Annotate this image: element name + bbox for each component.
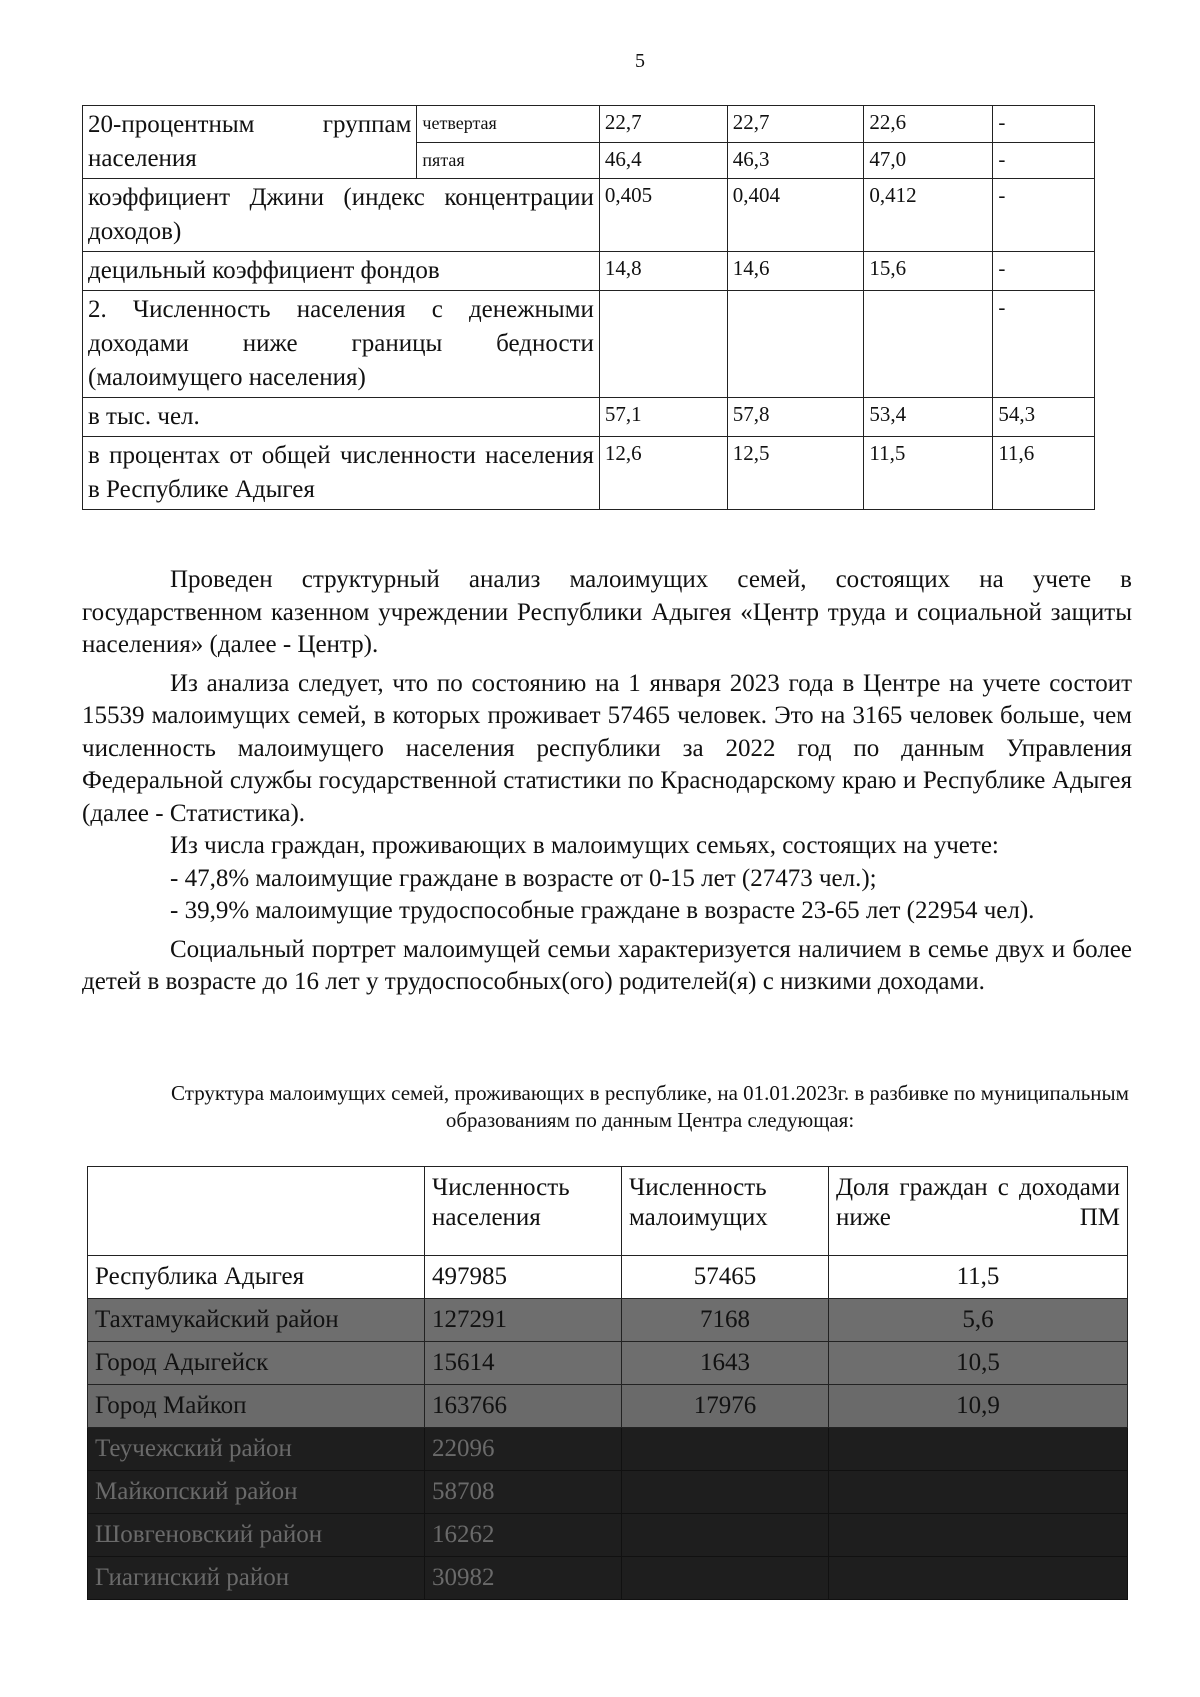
column-header: Доля граждан с доходами ниже ПМ (829, 1167, 1128, 1256)
table-cell: Гиагинский район (88, 1557, 425, 1600)
table-cell: Шовгеновский район (88, 1514, 425, 1557)
table-cell (622, 1471, 829, 1514)
paragraph: Из числа граждан, проживающих в малоимущих семьях, состоящих на учете: (170, 832, 999, 859)
table-cell: 46,3 (727, 142, 864, 179)
table-cell: 12,5 (727, 437, 864, 510)
row-label: 2. Численность населения с денежными доходами ниже границы бедности (малоимущего населения) (83, 291, 600, 398)
table-cell: 58708 (425, 1471, 622, 1514)
table-row (83, 252, 1095, 291)
table-cell: 17976 (622, 1385, 829, 1428)
table-header-row (88, 1167, 1128, 1256)
table-cell: - (993, 291, 1095, 398)
body-text (82, 564, 1132, 999)
table-row (88, 1514, 1128, 1557)
table-cell: 497985 (425, 1256, 622, 1299)
table-row (83, 437, 1095, 510)
table-cell: 0,404 (727, 179, 864, 252)
table-cell (829, 1428, 1128, 1471)
table-row (88, 1428, 1128, 1471)
table-cell: - (993, 252, 1095, 291)
table-cell (829, 1557, 1128, 1600)
table-cell: 14,8 (599, 252, 727, 291)
quintile-name: пятая (417, 142, 600, 179)
table-cell: 163766 (425, 1385, 622, 1428)
table-cell: 46,4 (599, 142, 727, 179)
municipal-table (87, 1166, 1128, 1600)
table-cell: Майкопский район (88, 1471, 425, 1514)
income-distribution-table (82, 105, 1095, 510)
page-number: 5 (635, 50, 645, 72)
column-header: Численность малоимущих (622, 1167, 829, 1256)
table-cell: 12,6 (599, 437, 727, 510)
list-item: - 39,9% малоимущие трудоспособные граждане в возрасте 23-65 лет (22954 чел). (170, 897, 1035, 924)
table-row (88, 1299, 1128, 1342)
table-cell: 14,6 (727, 252, 864, 291)
table-cell: 57465 (622, 1256, 829, 1299)
table-cell: 57,8 (727, 398, 864, 437)
paragraph: Социальный портрет малоимущей семьи характеризуется наличием в семье двух и более детей в возрасте до 16 лет у трудоспособных(ого) родителей(я) с низкими доходами. (82, 935, 1132, 995)
table-cell (727, 291, 864, 398)
table-row (88, 1471, 1128, 1514)
table-cell: 57,1 (599, 398, 727, 437)
table-cell: 11,5 (864, 437, 993, 510)
table-cell: 22096 (425, 1428, 622, 1471)
table-cell (864, 291, 993, 398)
table-cell: - (993, 179, 1095, 252)
table-cell (622, 1428, 829, 1471)
table-row (88, 1385, 1128, 1428)
table-cell: 127291 (425, 1299, 622, 1342)
table-cell: 53,4 (864, 398, 993, 437)
table-cell (829, 1514, 1128, 1557)
table-row (83, 106, 1095, 143)
table-cell: 22,7 (727, 106, 864, 143)
table-row (88, 1256, 1128, 1299)
table-cell (622, 1557, 829, 1600)
table-cell: 15,6 (864, 252, 993, 291)
table-cell: Республика Адыгея (88, 1256, 425, 1299)
table-cell (622, 1514, 829, 1557)
table-cell: Город Адыгейск (88, 1342, 425, 1385)
paragraph: Проведен структурный анализ малоимущих семей, состоящих на учете в государственном казенном учреждении Республики Адыгея «Центр труда и социальной защиты населения» (далее - Центр). (82, 566, 1132, 658)
table-row (83, 398, 1095, 437)
table-cell: 5,6 (829, 1299, 1128, 1342)
table-cell: 54,3 (993, 398, 1095, 437)
table-cell: 0,405 (599, 179, 727, 252)
row-label: коэффициент Джини (индекс концентрации доходов) (83, 179, 600, 252)
table-row (88, 1342, 1128, 1385)
row-label: в процентах от общей численности населения в Республике Адыгея (83, 437, 600, 510)
table-cell: 11,6 (993, 437, 1095, 510)
table-row (83, 179, 1095, 252)
column-header (88, 1167, 425, 1256)
row-label: децильный коэффициент фондов (83, 252, 600, 291)
table-cell: - (993, 106, 1095, 143)
table-cell: Город Майкоп (88, 1385, 425, 1428)
table-row (88, 1557, 1128, 1600)
table-cell: Тахтамукайский район (88, 1299, 425, 1342)
table-cell: 30982 (425, 1557, 622, 1600)
row-label: в тыс. чел. (83, 398, 600, 437)
table-cell: 10,5 (829, 1342, 1128, 1385)
table-cell: 1643 (622, 1342, 829, 1385)
table-cell (599, 291, 727, 398)
table-cell: - (993, 142, 1095, 179)
quintile-name: четвертая (417, 106, 600, 143)
table-cell: 7168 (622, 1299, 829, 1342)
table-cell: 22,7 (599, 106, 727, 143)
table-cell: 22,6 (864, 106, 993, 143)
table-caption: Структура малоимущих семей, проживающих в республике, на 01.01.2023г. в разбивке по муниципальным образованиям по данным Центра следующая: (171, 1081, 1129, 1132)
list-item: - 47,8% малоимущие граждане в возрасте от 0-15 лет (27473 чел.); (170, 864, 877, 892)
paragraph: Из анализа следует, что по состоянию на 1 января 2023 года в Центре на учете состоит 15539 малоимущих семей, в которых проживает 57465 человек. Это на 3165 человек больше, чем численность малоимущего населения республики за 2022 год по данным Управления Федеральной службы государственной статистики по Краснодарскому краю и Республике Адыгея (далее - Статистика). (82, 669, 1132, 827)
table-cell (829, 1471, 1128, 1514)
table-cell: 15614 (425, 1342, 622, 1385)
table-cell: 11,5 (829, 1256, 1128, 1299)
table-cell: 0,412 (864, 179, 993, 252)
table-cell: 10,9 (829, 1385, 1128, 1428)
column-header: Численность населения (425, 1167, 622, 1256)
table-cell: 47,0 (864, 142, 993, 179)
quintile-group-label: 20-процентным группам населения (83, 106, 417, 179)
table-cell: Теучежский район (88, 1428, 425, 1471)
table-row (83, 291, 1095, 398)
table-cell: 16262 (425, 1514, 622, 1557)
